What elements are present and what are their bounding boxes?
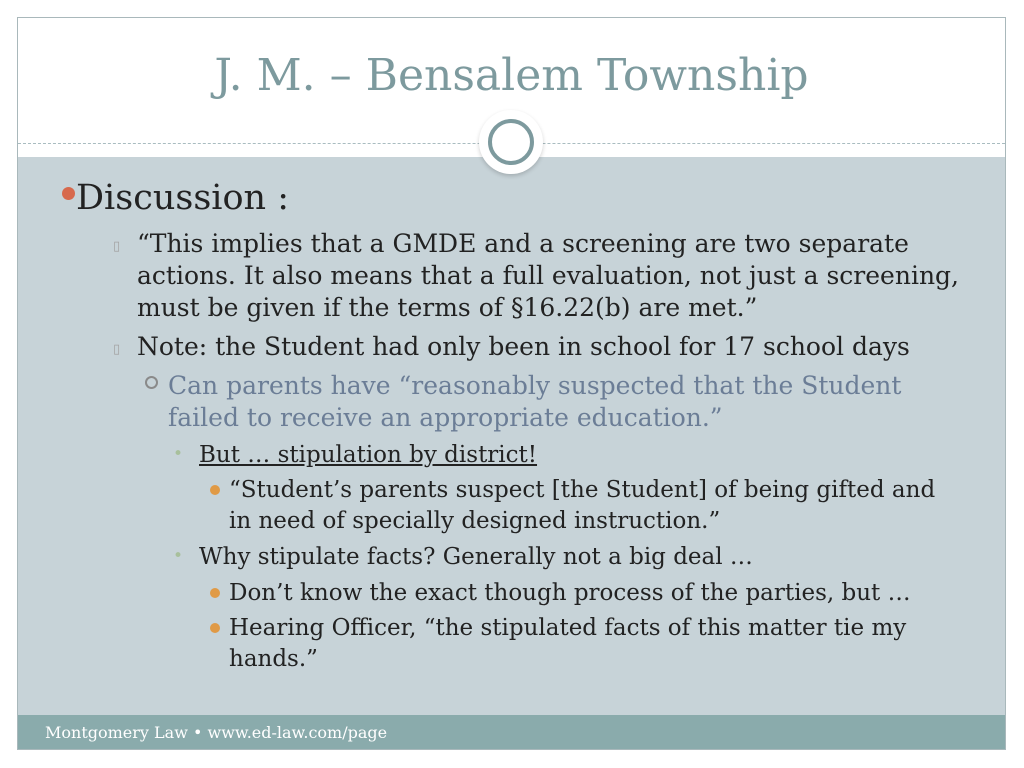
bullet-stipulation bbox=[173, 440, 538, 470]
square-bullet-icon: ▯ bbox=[113, 239, 121, 254]
slide bbox=[17, 17, 1006, 750]
small-dot-bullet-icon: • bbox=[173, 444, 184, 464]
bullet-dont-know bbox=[229, 578, 959, 609]
footer-text: Montgomery Law • www.ed-law.com/page bbox=[45, 723, 388, 742]
bullet-discussion bbox=[76, 178, 289, 218]
bullet-dont-know-text: Don’t know the exact though process of the parties, but … bbox=[229, 580, 911, 606]
bullet-hearing-officer bbox=[229, 613, 959, 675]
bullet-why-stipulate-text: Why stipulate facts? Generally not a big deal … bbox=[199, 544, 753, 570]
bullet-hearing-officer-text: Hearing Officer, “the stipulated facts of this matter tie my hands.” bbox=[229, 615, 907, 672]
bullet-stipulation-quote-text: “Student’s parents suspect [the Student] of being gifted and in need of specially designed instruction.” bbox=[229, 477, 936, 534]
hollow-circle-bullet-icon bbox=[145, 376, 158, 389]
filled-circle-bullet-icon bbox=[62, 187, 75, 200]
bullet-discussion-text: Discussion : bbox=[76, 178, 290, 218]
bullet-stipulation-text: But … stipulation by district! bbox=[199, 442, 538, 468]
footer bbox=[18, 715, 1005, 749]
bullet-note-text: Note: the Student had only been in school for 17 school days bbox=[137, 332, 910, 361]
small-dot-bullet-icon: • bbox=[173, 546, 184, 566]
bullet-quote bbox=[113, 228, 967, 324]
slide-title: J. M. – Bensalem Township bbox=[214, 50, 809, 101]
square-bullet-icon: ▯ bbox=[113, 342, 121, 357]
bullet-stipulation-quote bbox=[229, 475, 959, 537]
bullet-question-text: Can parents have “reasonably suspected that the Student failed to receive an appropriate education.” bbox=[168, 371, 902, 432]
filled-circle-bullet-icon bbox=[210, 485, 220, 495]
bullet-note bbox=[113, 331, 967, 363]
filled-circle-bullet-icon bbox=[210, 623, 220, 633]
bullet-question bbox=[168, 370, 928, 434]
filled-circle-bullet-icon bbox=[210, 588, 220, 598]
bullet-why-stipulate bbox=[173, 542, 753, 572]
bullet-quote-text: “This implies that a GMDE and a screening are two separate actions. It also means that a full evaluation, not just a screening, must be given if the terms of §16.22(b) are met.” bbox=[137, 229, 959, 322]
ring-ornament-icon bbox=[479, 110, 543, 174]
